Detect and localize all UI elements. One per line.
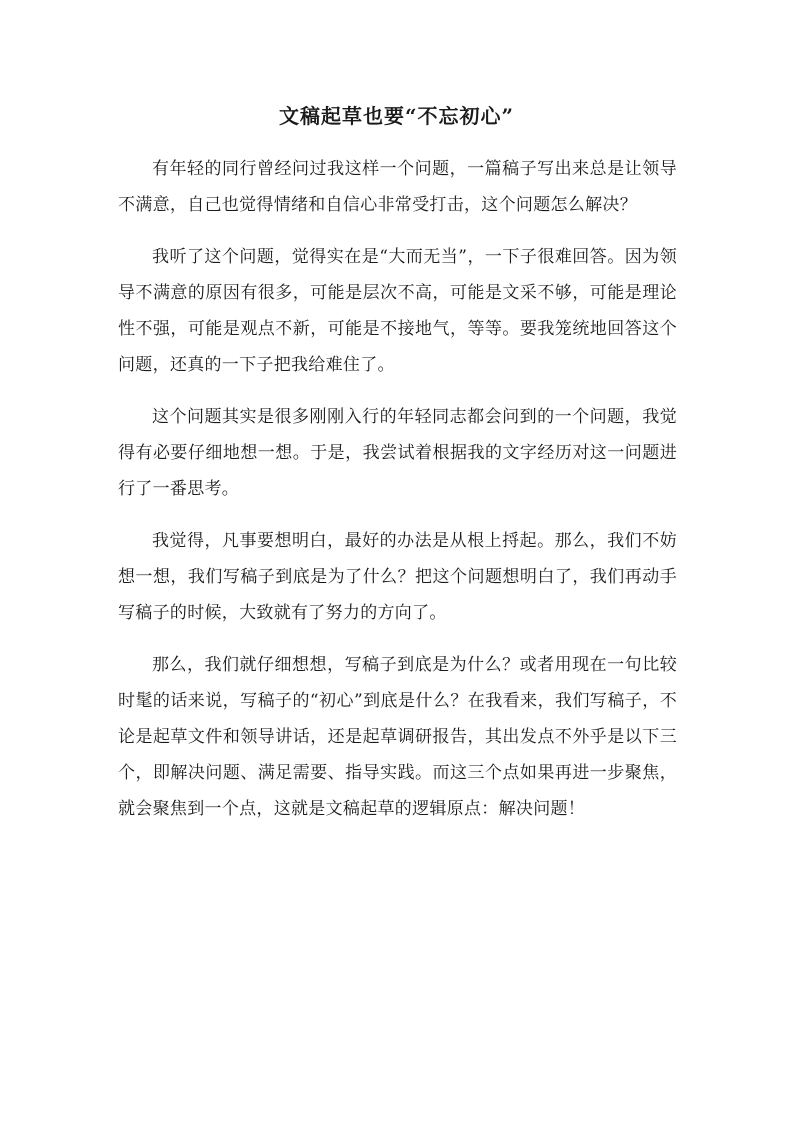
document-body <box>118 151 677 843</box>
paragraph-4: 我觉得，凡事要想明白，最好的办法是从根上捋起。那么，我们不妨想一想，我们写稿子到底是为了什么？把这个问题想明白了，我们再动手写稿子的时候，大致就有了努力的方向了。 <box>118 531 677 623</box>
paragraph-1: 有年轻的同行曾经问过我这样一个问题，一篇稿子写出来总是让领导不满意，自己也觉得情绪和自信心非常受打击，这个问题怎么解决？ <box>118 159 677 215</box>
paragraph-2: 我听了这个问题，觉得实在是“大而无当”，一下子很难回答。因为领导不满意的原因有很多，可能是层次不高，可能是文采不够，可能是理论性不强，可能是观点不新，可能是不接地气，等等。要我笼统地回答这个问题，还真的一下子把我给难住了。 <box>118 247 677 375</box>
paragraph-3: 这个问题其实是很多刚刚入行的年轻同志都会问到的一个问题，我觉得有必要仔细地想一想。于是，我尝试着根据我的文字经历对这一问题进行了一番思考。 <box>118 407 677 499</box>
paragraph-5: 那么，我们就仔细想想，写稿子到底是为什么？或者用现在一句比较时髦的话来说，写稿子的“初心”到底是什么？在我看来，我们写稿子，不论是起草文件和领导讲话，还是起草调研报告，其出发点不外乎是以下三个，即解决问题、满足需要、指导实践。而这三个点如果再进一步聚焦，就会聚焦到一个点，这就是文稿起草的逻辑原点：解决问题！ <box>118 655 677 819</box>
document-title: 文稿起草也要“不忘初心” <box>278 104 514 128</box>
